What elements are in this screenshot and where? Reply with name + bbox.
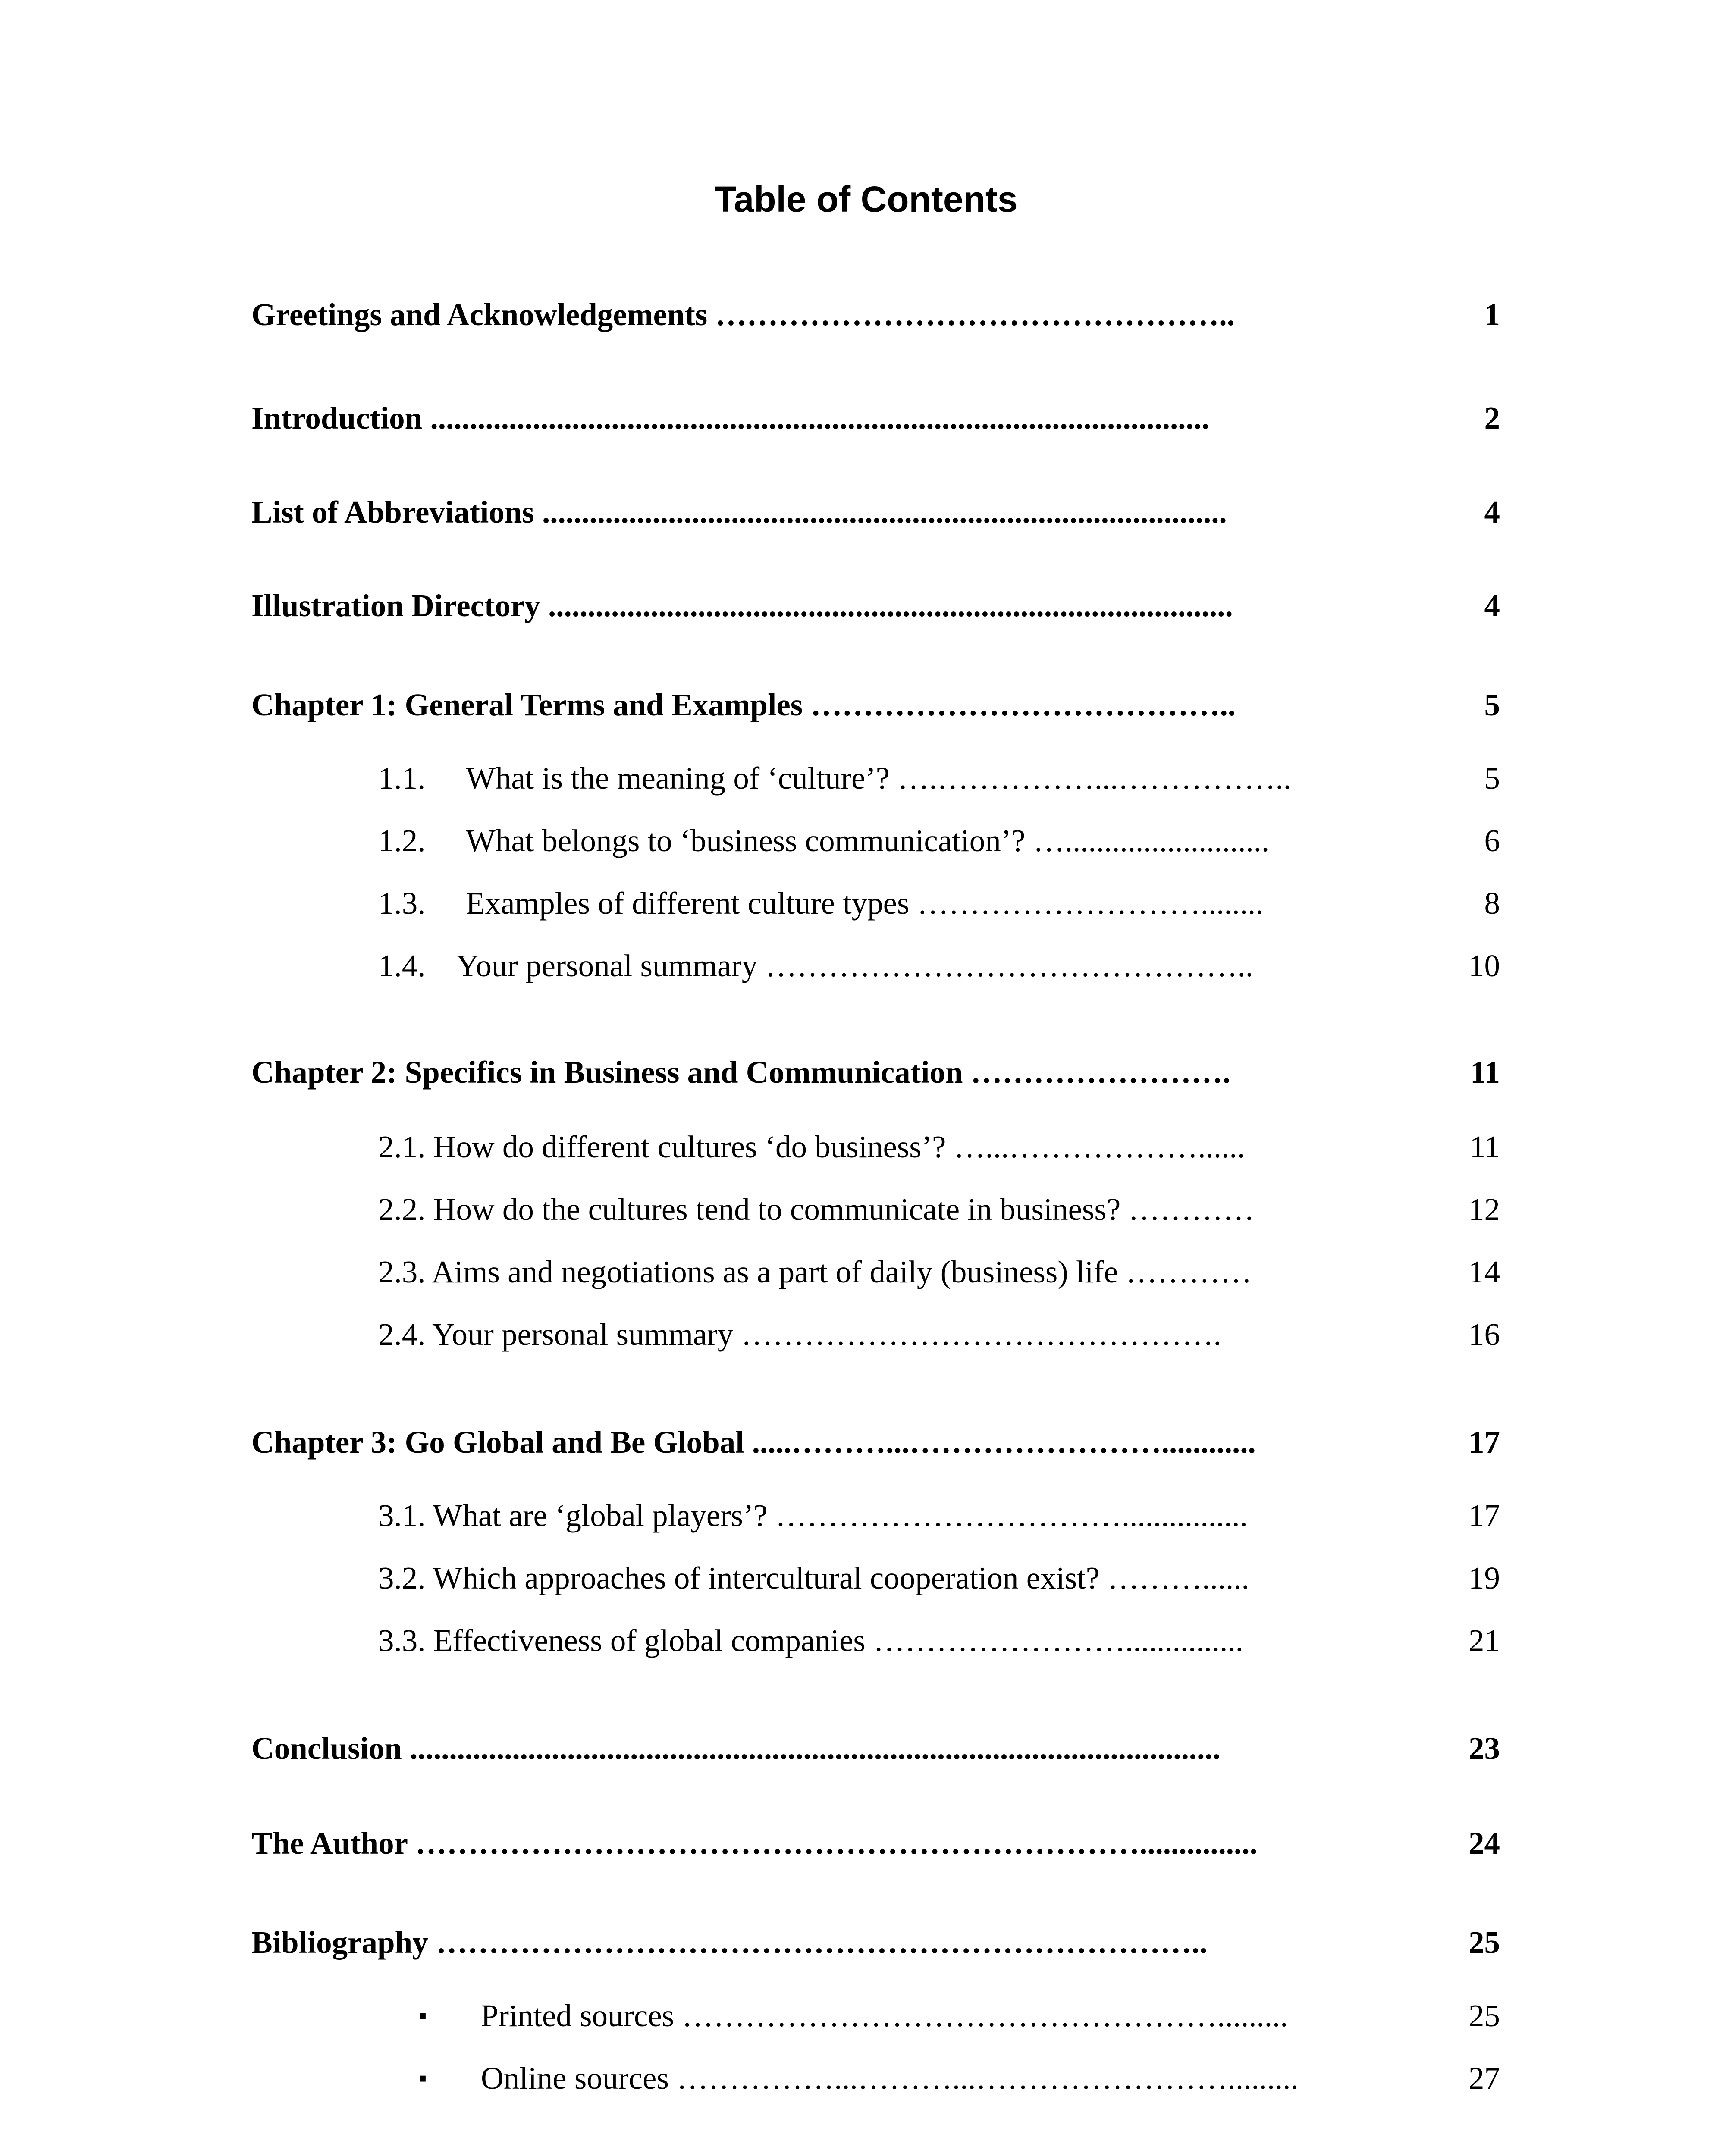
- toc-section-number: 1.2.: [378, 823, 426, 858]
- toc-subentry: [0, 1494, 1732, 1537]
- toc-section-number: 1.1.: [378, 761, 426, 796]
- toc-entry-label: 3.3. Effectiveness of global companies ……………………...............: [378, 1623, 1243, 1658]
- toc-entry: [0, 1822, 1732, 1865]
- toc-page-number: 10: [1468, 948, 1500, 983]
- toc-subentry: [0, 944, 1732, 987]
- toc-subentry: [0, 757, 1732, 800]
- toc-entry-label: Examples of different culture types ………………………........: [466, 886, 1264, 921]
- toc-page-number: 17: [1468, 1425, 1500, 1460]
- toc-page-number: 6: [1484, 823, 1500, 858]
- toc-entry-label: 2.2. How do the cultures tend to communicate in business? …………: [378, 1192, 1255, 1227]
- toc-entry-label: Printed sources …………………………………………….........: [481, 1998, 1288, 2033]
- toc-entry-label: Introduction ...................................................................................................: [251, 401, 1210, 436]
- toc-page-number: 4: [1484, 495, 1500, 530]
- toc-page-number: 19: [1468, 1561, 1500, 1595]
- toc-page-number: 11: [1470, 1055, 1500, 1090]
- toc-entry-label: Greetings and Acknowledgements …………………………………………..: [251, 297, 1235, 332]
- toc-entry-label: Your personal summary ………………………………………..: [456, 948, 1253, 983]
- toc-subentry: [0, 1557, 1732, 1600]
- toc-page-number: 25: [1468, 1998, 1500, 2033]
- toc-entry-label: Conclusion .......................................................................................................: [251, 1731, 1221, 1766]
- toc-page-number: 17: [1468, 1498, 1500, 1533]
- toc-entry: [0, 1921, 1732, 1964]
- toc-entry-label: Chapter 1: General Terms and Examples …………………………………..: [251, 687, 1236, 722]
- toc-entry-label: Chapter 3: Go Global and Be Global .....………...……………………............: [251, 1425, 1256, 1460]
- toc-entry-label: Chapter 2: Specifics in Business and Communication …………………….: [251, 1055, 1230, 1090]
- toc-page-number: 21: [1468, 1623, 1500, 1658]
- toc-entry-label: 2.1. How do different cultures ‘do business’? …...………………......: [378, 1129, 1245, 1164]
- toc-entry-label: Illustration Directory .......................................................................................: [251, 588, 1233, 623]
- toc-page-number: 25: [1468, 1925, 1500, 1960]
- toc-entry-label: Bibliography ………………………………………………………………..: [251, 1925, 1208, 1960]
- toc-entry: [0, 1727, 1732, 1770]
- toc-page-number: 12: [1468, 1192, 1500, 1227]
- toc-entry-label: What belongs to ‘business communication’? …..........................: [466, 823, 1270, 858]
- square-bullet-icon: ▪: [418, 2002, 427, 2029]
- toc-entry-label: List of Abbreviations .......................................................................................: [251, 495, 1227, 530]
- toc-entry: [0, 491, 1732, 534]
- toc-page-number: 8: [1484, 886, 1500, 921]
- toc-subentry: [0, 1994, 1732, 2037]
- toc-subentry: [0, 1250, 1732, 1294]
- toc-page-number: 4: [1484, 588, 1500, 623]
- toc-page-number: 5: [1484, 761, 1500, 796]
- toc-entry-label: 2.3. Aims and negotiations as a part of daily (business) life …………: [378, 1254, 1252, 1289]
- toc-page-number: 16: [1468, 1317, 1500, 1352]
- toc-entry-label: 2.4. Your personal summary ……………………………………….: [378, 1317, 1221, 1352]
- toc-page-number: 23: [1468, 1731, 1500, 1766]
- toc-entry-label: 3.2. Which approaches of intercultural cooperation exist? ………......: [378, 1561, 1249, 1595]
- toc-page-number: 1: [1484, 297, 1500, 332]
- toc-entry-label: What is the meaning of ‘culture’? ….……………...……………..: [466, 761, 1291, 796]
- toc-entry: [0, 1051, 1732, 1094]
- toc-entry: [0, 584, 1732, 627]
- toc-entry-label: 3.1. What are ‘global players’? ……………………………................: [378, 1498, 1248, 1533]
- toc-page-number: 5: [1484, 687, 1500, 722]
- toc-entry: [0, 683, 1732, 727]
- toc-entry: [0, 1421, 1732, 1464]
- toc-entry: [0, 397, 1732, 440]
- toc-entry-label: Online sources ……………...………...…………………….........: [481, 2061, 1299, 2096]
- toc-entry: [0, 293, 1732, 336]
- toc-subentry: [0, 1188, 1732, 1231]
- toc-subentry: [0, 882, 1732, 925]
- toc-entry-label: The Author ……………………………………………………………...............: [251, 1826, 1258, 1861]
- toc-section-number: 1.3.: [378, 886, 426, 921]
- toc-subentry: [0, 1313, 1732, 1356]
- toc-section-number: 1.4.: [378, 948, 426, 983]
- toc-subentry: [0, 819, 1732, 862]
- toc-subentry: [0, 1619, 1732, 1662]
- toc-subentry: [0, 1125, 1732, 1169]
- toc-page-number: 24: [1468, 1826, 1500, 1861]
- toc-page-number: 27: [1468, 2061, 1500, 2096]
- toc-page-number: 2: [1484, 401, 1500, 436]
- square-bullet-icon: ▪: [418, 2065, 427, 2092]
- toc-subentry: [0, 2057, 1732, 2100]
- toc-page-number: 14: [1468, 1254, 1500, 1289]
- toc-page-number: 11: [1469, 1129, 1500, 1164]
- page-title: Table of Contents: [714, 179, 1018, 219]
